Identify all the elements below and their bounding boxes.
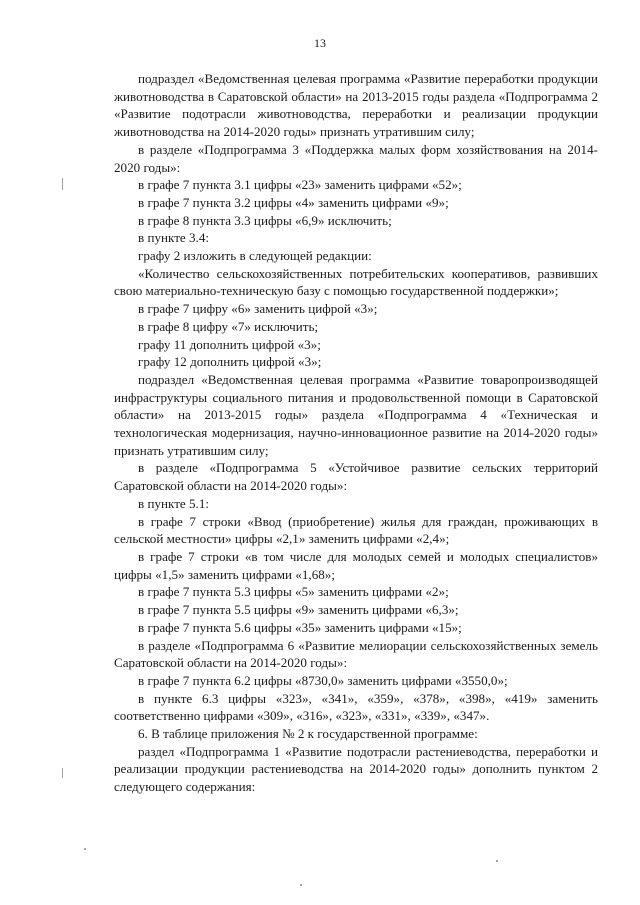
- paragraph: в разделе «Подпрограмма 5 «Устойчивое развитие сельских территорий Саратовской области на 2014-2020 годы»:: [114, 460, 598, 494]
- paragraph: в пункте 6.3 цифры «323», «341», «359», «378», «398», «419» заменить соответственно цифрами «309», «316», «323», «331», «339», «347».: [114, 690, 598, 724]
- paragraph: в графе 8 пункта 3.3 цифры «6,9» исключить;: [138, 212, 392, 228]
- paragraph: графу 11 дополнить цифрой «3»;: [138, 336, 321, 352]
- paragraph: в графе 7 пункта 5.6 цифры «35» заменить цифрами «15»;: [138, 619, 462, 635]
- paragraph: в графе 8 цифру «7» исключить;: [138, 318, 319, 334]
- paragraph: 6. В таблице приложения № 2 к государственной программе:: [138, 726, 478, 742]
- paragraph: в графе 7 цифру «6» заменить цифрой «3»;: [138, 301, 378, 317]
- paragraph: графу 12 дополнить цифрой «3»;: [138, 354, 322, 370]
- paragraph: в пункте 3.4:: [138, 230, 210, 246]
- scan-speck: [496, 860, 498, 862]
- scan-speck: [300, 884, 302, 886]
- paragraph: раздел «Подпрограмма 1 «Развитие подотрасли растениеводства, переработки и реализации продукции растениеводства на 2014-2020 годы» дополнить пунктом 2 следующего содержания:: [114, 743, 598, 795]
- paragraph: подраздел «Ведомственная целевая программа «Развитие товаропроизводящей инфраструктуры социального питания и продовольственной помощи в Саратовской области» на 2013-2015 годы» раздела «Подпрограмма 4 «Техническая и технологическая модернизация, научно-инновационное развитие на 2014-2020 годы» признать утратившим силу;: [114, 371, 598, 458]
- paragraph: в разделе «Подпрограмма 3 «Поддержка малых форм хозяйствования на 2014-2020 годы»:: [114, 141, 598, 175]
- paragraph: подраздел «Ведомственная целевая программа «Развитие переработки продукции животноводства в Саратовской области» на 2013-2015 годы раздела «Подпрограмма 2 «Развитие подотрасли животноводства, переработки и реализации продукции животноводства на 2014-2020 годы» признать утратившим силу;: [114, 71, 598, 140]
- paragraph: графу 2 изложить в следующей редакции:: [138, 248, 372, 264]
- paragraph: в графе 7 пункта 3.2 цифры «4» заменить цифрами «9»;: [138, 194, 449, 210]
- paragraph: в графе 7 строки «в том числе для молодых семей и молодых специалистов» цифры «1,5» заменить цифрами «1,68»;: [114, 548, 598, 582]
- paragraph: в графе 7 пункта 5.3 цифры «5» заменить цифрами «2»;: [138, 584, 449, 600]
- scan-margin-mark: [62, 178, 63, 190]
- paragraph: «Количество сельскохозяйственных потребительских кооперативов, развивших свою материально-техническую базу с помощью государственной поддержки»;: [114, 265, 598, 299]
- paragraph: в графе 7 строки «Ввод (приобретение) жилья для граждан, проживающих в сельской местности» цифры «2,1» заменить цифрами «2,4»;: [114, 513, 598, 547]
- page-number: 13: [314, 36, 326, 50]
- paragraph: в графе 7 пункта 5.5 цифры «9» заменить цифрами «6,3»;: [138, 602, 459, 618]
- scan-speck: [84, 848, 86, 850]
- scan-margin-mark: [62, 768, 63, 778]
- paragraph: в пункте 5.1:: [138, 495, 210, 511]
- paragraph: в графе 7 пункта 3.1 цифры «23» заменить цифрами «52»;: [138, 177, 462, 193]
- document-body: [114, 70, 598, 796]
- paragraph: в графе 7 пункта 6.2 цифры «8730,0» заменить цифрами «3550,0»;: [138, 672, 508, 688]
- paragraph: в разделе «Подпрограмма 6 «Развитие мелиорации сельскохозяйственных земель Саратовской области на 2014-2020 годы»:: [114, 637, 598, 671]
